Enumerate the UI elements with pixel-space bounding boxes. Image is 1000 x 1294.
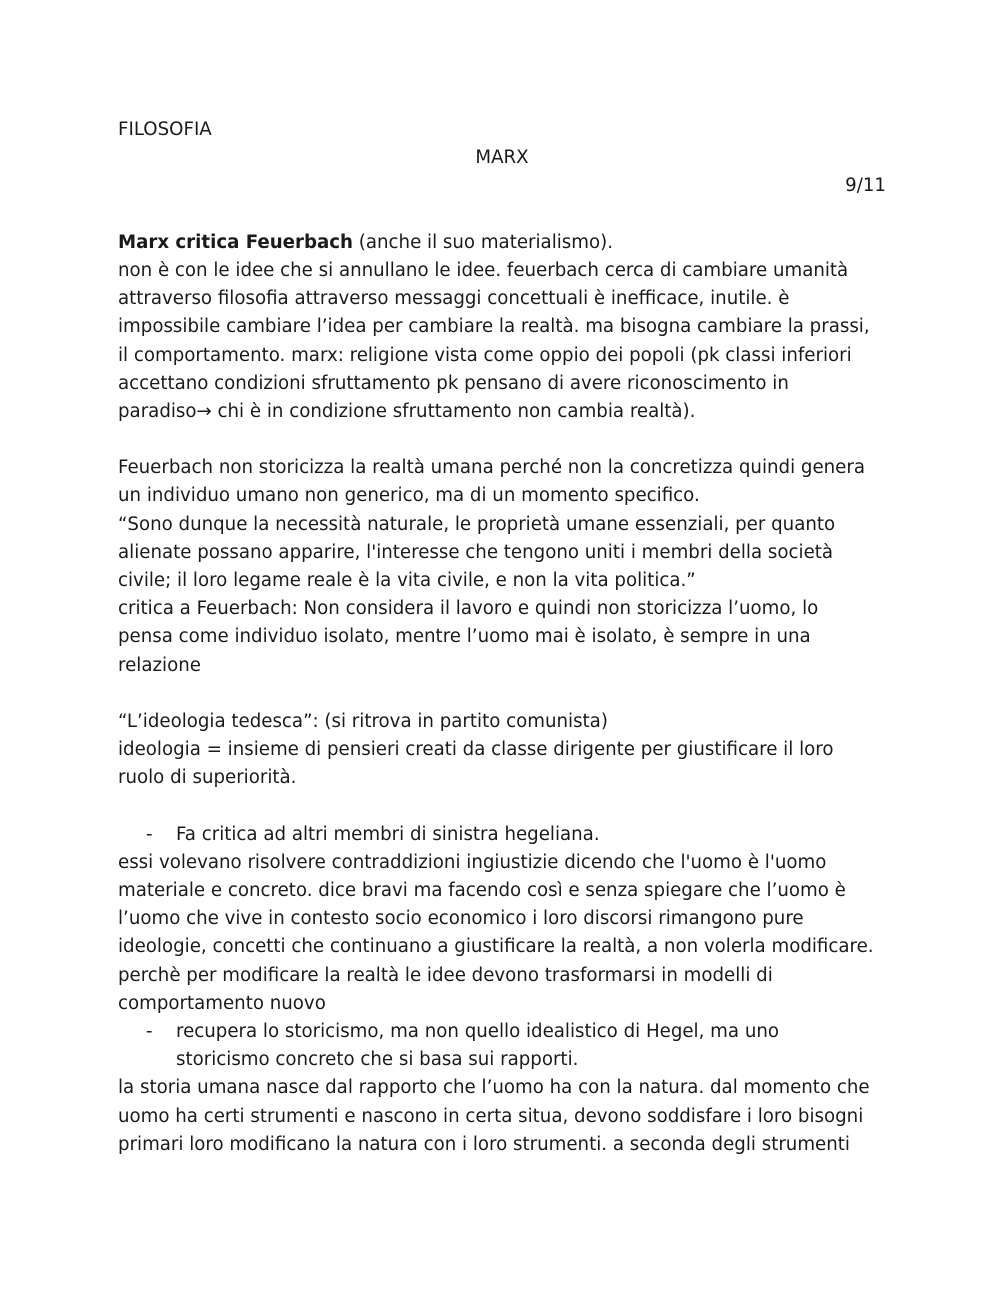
text-line: critica a Feuerbach: Non considera il lavoro e quindi non storicizza l’uomo, lo: [118, 598, 819, 620]
bullet-marker: -: [146, 823, 153, 845]
text-line: attraverso filosofia attraverso messaggi concettuali è inefficace, inutile. è: [118, 288, 790, 310]
text-line: perchè per modificare la realtà le idee devono trasformarsi in modelli di: [118, 964, 773, 986]
bullet-item: [118, 1018, 886, 1046]
text-line: ideologia = insieme di pensieri creati da classe dirigente per giustificare il loro: [118, 739, 834, 761]
text-line: non è con le idee che si annullano le idee. feuerbach cerca di cambiare umanità: [118, 259, 849, 281]
text-line: l’uomo che vive in contesto socio economico i loro discorsi rimangono pure: [118, 908, 804, 930]
spacer: [118, 201, 886, 229]
text-line: il comportamento. marx: religione vista come oppio dei popoli (pk classi inferiori: [118, 344, 852, 366]
text-line: materiale e concreto. dice bravi ma facendo così e senza spiegare che l’uomo è: [118, 880, 846, 902]
spacer: [118, 426, 886, 454]
text-line: comportamento nuovo: [118, 992, 326, 1014]
quote-line: “Sono dunque la necessità naturale, le proprietà umane essenziali, per quanto: [118, 513, 836, 535]
bullet-text: Fa critica ad altri membri di sinistra hegeliana.: [176, 823, 600, 845]
spacer: [118, 680, 886, 708]
section-title-rest: (anche il suo materialismo).: [353, 231, 614, 253]
text-line: primari loro modificano la natura con i loro strumenti. a seconda degli strumenti: [118, 1133, 850, 1155]
text-line: pensa come individuo isolato, mentre l’uomo mai è isolato, è sempre in una: [118, 626, 811, 648]
date-label: 9/11: [845, 175, 886, 197]
text-line: uomo ha certi strumenti e nascono in certa situa, devono soddisfare i loro bisogni: [118, 1105, 864, 1127]
bullet-text: storicismo concreto che si basa sui rapporti.: [176, 1049, 579, 1071]
text-line: ideologie, concetti che continuano a giustificare la realtà, a non volerla modificare.: [118, 936, 874, 958]
bullet-indent: [118, 1046, 176, 1074]
text-line: Feuerbach non storicizza la realtà umana perché non la concretizza quindi genera: [118, 457, 865, 479]
text-line: accettano condizioni sfruttamento pk pensano di avere riconoscimento in: [118, 372, 789, 394]
subject-heading: FILOSOFIA: [118, 119, 212, 140]
text-line: paradiso→ chi è in condizione sfruttamento non cambia realtà).: [118, 400, 696, 422]
document-page: [118, 116, 886, 1159]
quote-line: alienate possano apparire, l'interesse che tengono uniti i membri della società: [118, 541, 834, 563]
text-line: “L’ideologia tedesca”: (si ritrova in partito comunista): [118, 710, 608, 732]
bullet-text: recupera lo storicismo, ma non quello idealistico di Hegel, ma uno: [176, 1021, 780, 1042]
topic-heading: MARX: [475, 147, 529, 169]
spacer: [118, 793, 886, 821]
bullet-continuation: [118, 1046, 886, 1074]
section-title: [118, 229, 886, 257]
text-line: la storia umana nasce dal rapporto che l’uomo ha con la natura. dal momento che: [118, 1077, 870, 1099]
bullet-marker: -: [146, 1021, 153, 1042]
text-line: un individuo umano non generico, ma di un momento specifico.: [118, 485, 700, 507]
text-line: impossibile cambiare l’idea per cambiare la realtà. ma bisogna cambiare la prassi,: [118, 316, 870, 338]
text-line: ruolo di superiorità.: [118, 767, 297, 789]
text-line: relazione: [118, 654, 201, 676]
section-title-bold: Marx critica Feuerbach: [118, 231, 353, 253]
text-line: essi volevano risolvere contraddizioni ingiustizie dicendo che l'uomo è l'uomo: [118, 851, 827, 873]
quote-line: civile; il loro legame reale è la vita civile, e non la vita politica.”: [118, 570, 696, 591]
bullet-item: [118, 821, 886, 849]
